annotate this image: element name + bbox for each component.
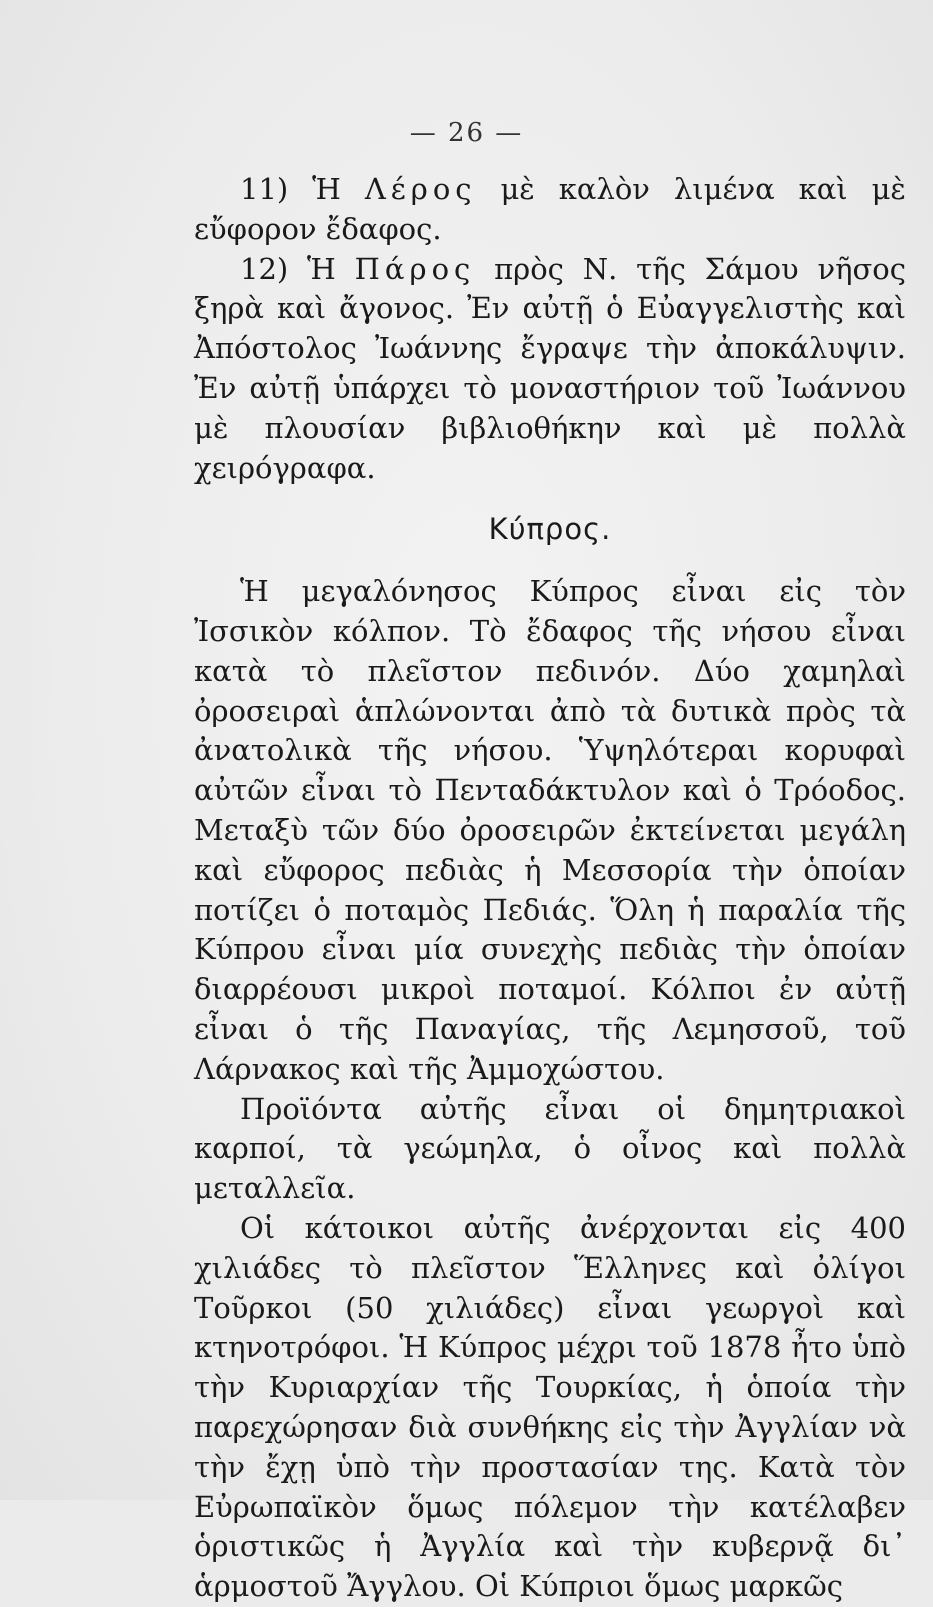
page-body [194,170,906,1607]
paragraph-text: μὲ καλὸν λιμένα καὶ μὲ εὔφορον ἔδαφος. [194,172,906,246]
page-number: — 26 — [409,118,524,148]
island-name: Πάρος [354,251,476,286]
paragraph-text: πρὸς Ν. τῆς Σάμου νῆσος ξηρὰ καὶ ἄγονος. Ἐν αὐτῇ ὁ Εὐαγγελιστὴς καὶ Ἀπόστολος Ἰωάννης ἔγραψε τὴν ἀποκάλυψιν. Ἐν αὐτῇ ὑπάρχει τὸ μοναστήριον τοῦ Ἰωάννου μὲ πλουσίαν βιβλιοθήκην καὶ μὲ πολλὰ χειρόγραφα. [194,251,906,485]
paragraph-leros [194,170,906,250]
item-number: 12) Ἡ [240,251,355,286]
paragraph-cyprus-products: Προϊόντα αὐτῆς εἶναι οἱ δημητριακοὶ καρποί, τὰ γεώμηλα, ὁ οἶνος καὶ πολλὰ μεταλλεῖα. [194,1091,906,1206]
section-heading: Κύπρος. [488,512,612,547]
paragraph-paros [194,250,906,489]
island-name: Λέρος [364,172,477,206]
paragraph-cyprus-geography: Ἡ μεγαλόνησος Κύπρος εἶναι εἰς τὸν Ἰσσικὸν κόλπον. Τὸ ἔδαφος τῆς νήσου εἶναι κατὰ τὸ πλεῖστον πεδινόν. Δύο χαμηλαὶ ὀροσειραὶ ἁπλώνονται ἀπὸ τὰ δυτικὰ πρὸς τὰ ἀνατολικὰ τῆς νήσου. Ὑψηλότεραι κορυφαὶ αὐτῶν εἶναι τὸ Πενταδάκτυλον καὶ ὁ Τρόοδος. Μεταξὺ τῶν δύο ὀροσειρῶν ἐκτείνεται μεγάλη καὶ εὔφορος πεδιὰς ἡ Μεσσορία τὴν ὁποίαν ποτίζει ὁ ποταμὸς Πεδιάς. Ὅλη ἡ παραλία τῆς Κύπρου εἶναι μία συνεχὴς πεδιὰς τὴν ὁποίαν διαρρέουσι μικροὶ ποταμοί. Κόλποι ἐν αὐτῇ εἶναι ὁ τῆς Παναγίας, τῆς Λεμησσοῦ, τοῦ Λάρνακος καὶ τῆς Ἀμμοχώστου. [194,574,906,1086]
paragraph-cyprus-population: Οἱ κάτοικοι αὐτῆς ἀνέρχονται εἰς 400 χιλιάδες τὸ πλεῖστον Ἕλληνες καὶ ὀλίγοι Τοῦρκοι (50 χιλιάδες) εἶναι γεωργοὶ καὶ κτηνοτρόφοι. Ἡ Κύπρος μέχρι τοῦ 1878 ἦτο ὑπὸ τὴν Κυριαρχίαν τῆς Τουρκίας, ἡ ὁποία τὴν παρεχώρησαν διὰ συνθήκης εἰς τὴν Ἀγγλίαν νὰ τὴν ἔχῃ ὑπὸ τὴν προστασίαν της. Κατὰ τὸν Εὐρωπαϊκὸν ὅμως πόλεμον τὴν κατέλαβεν ὁριστικῶς ἡ Ἀγγλία καὶ τὴν κυβερνᾷ δι᾽ ἁρμοστοῦ Ἄγγλου. Οἱ Κύπριοι ὅμως μαρκῶς [194,1210,906,1604]
item-number: 11) Ἡ [240,172,365,206]
